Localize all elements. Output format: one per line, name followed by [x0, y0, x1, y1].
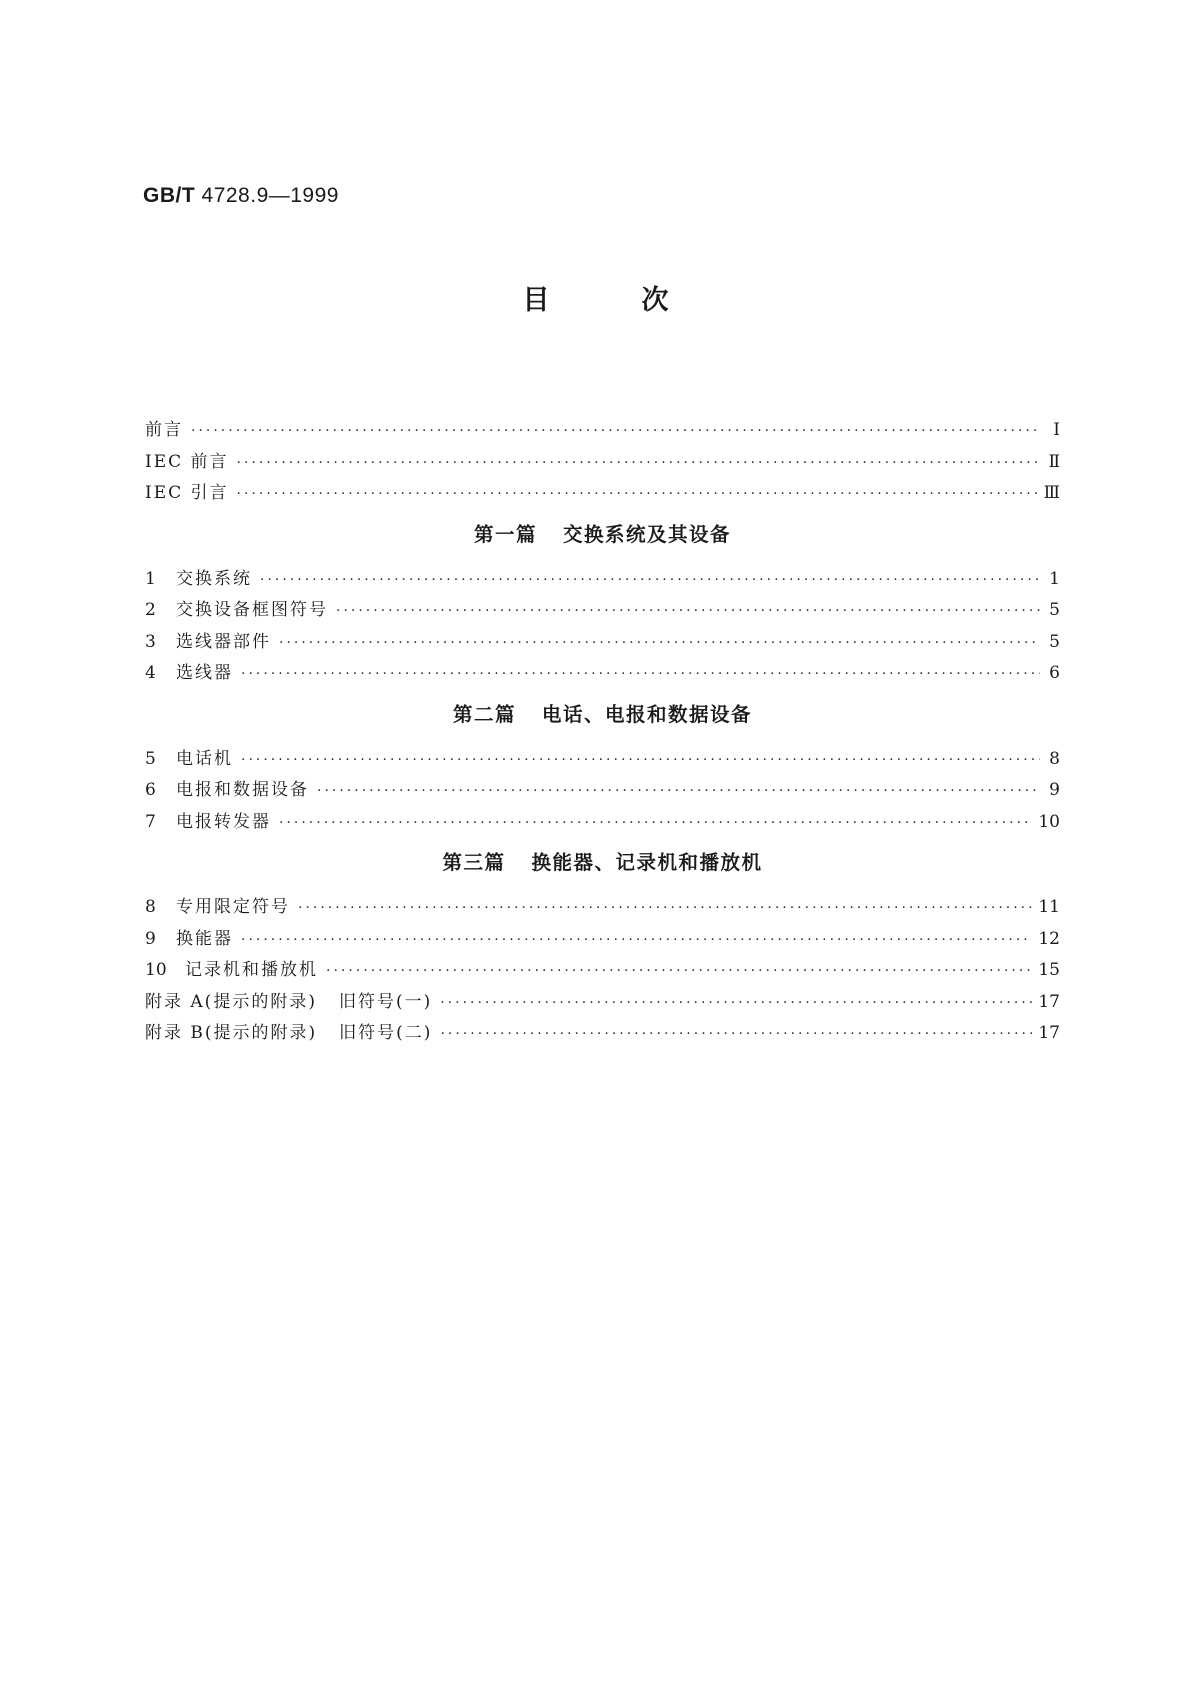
toc-entry-page: 10	[1038, 811, 1060, 832]
toc-entry[interactable]	[145, 595, 1060, 627]
toc-entry-label: 记录机和播放机	[185, 960, 318, 980]
toc-entry-number: 2	[145, 600, 156, 620]
toc-entry-label: IEC 引言	[145, 483, 229, 503]
toc-entry-appendix-a[interactable]	[145, 987, 1060, 1019]
toc-entry[interactable]	[145, 658, 1060, 690]
toc-entry-number: 9	[145, 928, 156, 949]
standard-prefix: GB/T	[143, 184, 196, 207]
toc-entry-label: 专用限定符号	[176, 897, 290, 917]
part-heading-3	[145, 846, 1060, 880]
appendix-label: 附录 A(提示的附录)	[145, 991, 317, 1012]
dot-leader	[440, 1026, 1032, 1042]
part-label: 第三篇	[442, 851, 506, 874]
dot-leader	[191, 423, 1040, 439]
toc-entry-page: 5	[1049, 631, 1060, 652]
toc-entry-number: 6	[145, 780, 156, 800]
toc-entry-page: 6	[1049, 663, 1060, 683]
toc-entry-label: IEC 前言	[145, 451, 229, 472]
title-char-1: 目	[522, 285, 550, 316]
part-heading-2	[145, 698, 1060, 732]
toc-entry-page: 12	[1038, 928, 1060, 949]
toc-entry-label: 前言	[145, 420, 183, 440]
appendix-title: 旧符号(一)	[338, 991, 433, 1012]
toc-entry-number: 7	[145, 811, 156, 832]
standard-number: 4728.9—1999	[201, 184, 339, 207]
part-title: 交换系统及其设备	[563, 522, 732, 546]
dot-leader	[241, 932, 1032, 948]
toc-entry[interactable]	[145, 924, 1060, 956]
toc-entry-foreword[interactable]	[145, 415, 1060, 447]
dot-leader	[279, 815, 1032, 831]
appendix-title: 旧符号(二)	[339, 1023, 433, 1043]
appendix-label: 附录 B(提示的附录)	[145, 1023, 318, 1043]
toc-entry[interactable]	[145, 744, 1060, 776]
toc-entry-page: 17	[1038, 991, 1060, 1012]
toc-entry-appendix-b[interactable]	[145, 1018, 1060, 1050]
toc-entry-page: 1	[1049, 568, 1060, 589]
part-label: 第一篇	[473, 522, 537, 546]
toc-entry-page: Ⅲ	[1043, 483, 1060, 503]
part-title: 电话、电报和数据设备	[542, 702, 753, 726]
dot-leader	[298, 900, 1032, 916]
toc-entry-label: 选线器	[176, 663, 233, 683]
title-char-2: 次	[641, 285, 669, 316]
toc-entry-page: Ⅱ	[1048, 451, 1060, 472]
standard-code	[143, 184, 339, 208]
toc-entry-number: 10	[145, 960, 167, 980]
toc-entry[interactable]	[145, 955, 1060, 987]
toc-entry-label: 电报转发器	[176, 811, 271, 832]
toc-entry-label: 交换系统	[176, 568, 252, 589]
toc-entry-number: 8	[145, 897, 156, 917]
dot-leader	[326, 963, 1032, 979]
toc-entry-number: 5	[145, 748, 156, 769]
dot-leader	[241, 666, 1040, 682]
dot-leader	[317, 783, 1040, 799]
toc-entry-page: 15	[1038, 960, 1060, 980]
toc-entry-page: 8	[1049, 748, 1060, 769]
toc-entry-page: 11	[1038, 897, 1060, 917]
toc-entry[interactable]	[145, 775, 1060, 807]
toc-entry[interactable]	[145, 807, 1060, 839]
toc-entry-label: 电话机	[176, 748, 233, 769]
toc-entry-page: 5	[1049, 600, 1060, 620]
part-heading-1	[145, 518, 1060, 552]
toc-entry[interactable]	[145, 627, 1060, 659]
dot-leader	[237, 486, 1038, 502]
dot-leader	[241, 752, 1040, 768]
toc-entry-label: 选线器部件	[176, 631, 271, 652]
toc-entry-number: 1	[145, 568, 156, 589]
toc-entry-page: 9	[1049, 780, 1060, 800]
toc-entry[interactable]	[145, 892, 1060, 924]
part-title: 换能器、记录机和播放机	[531, 851, 763, 874]
toc-entry-page: 17	[1038, 1023, 1060, 1043]
toc-entry-page: I	[1053, 420, 1060, 440]
toc-entry-iec-foreword[interactable]	[145, 447, 1060, 479]
dot-leader	[440, 995, 1032, 1011]
dot-leader	[237, 455, 1040, 471]
toc-entry-label: 换能器	[176, 928, 233, 949]
toc-entry-number: 3	[145, 631, 156, 652]
table-of-contents	[145, 415, 1060, 1050]
part-label: 第二篇	[452, 702, 516, 726]
toc-entry-label: 电报和数据设备	[176, 780, 309, 800]
toc-entry-label: 交换设备框图符号	[176, 600, 328, 620]
dot-leader	[260, 572, 1040, 588]
toc-entry-number: 4	[145, 663, 156, 683]
page-title	[0, 278, 1191, 317]
dot-leader	[336, 603, 1040, 619]
toc-entry-iec-introduction[interactable]	[145, 478, 1060, 510]
toc-entry[interactable]	[145, 564, 1060, 596]
dot-leader	[279, 635, 1040, 651]
